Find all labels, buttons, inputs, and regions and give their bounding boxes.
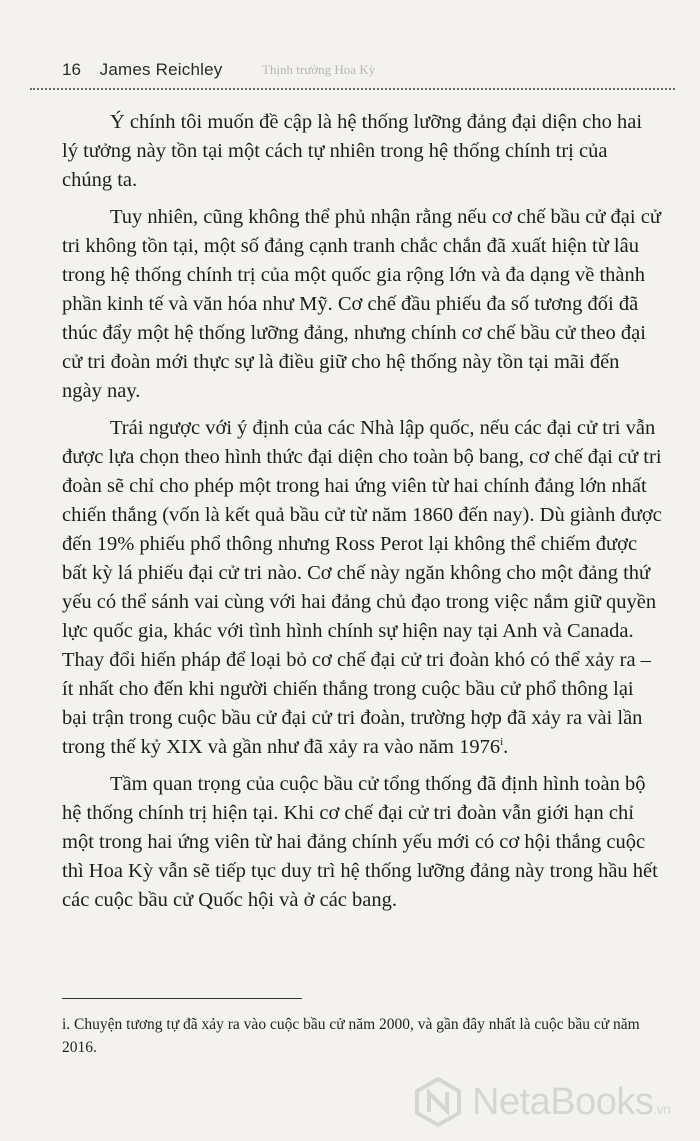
watermark xyxy=(412,1072,692,1132)
page-number: 16 xyxy=(62,60,81,79)
paragraph-text: Trái ngược với ý định của các Nhà lập quốc, nếu các đại cử tri vẫn được lựa chọn theo hình thức đại diện cho toàn bộ bang, cơ chế đại cử tri đoàn sẽ chỉ cho phép một trong hai ứng viên từ hai chính đảng lớn nhất chiến thắng (vốn là kết quả bầu cử từ năm 1860 đến nay). Dù giành được đến 19% phiếu phổ thông nhưng Ross Perot lại không thể chiếm được bất kỳ lá phiếu đại cử tri nào. Cơ chế này ngăn không cho một đảng thứ yếu có thể sánh vai cùng với hai đảng chủ đạo trong việc nắm giữ quyền lực quốc gia, khác với tình hình chính sự hiện nay tại Anh và Canada. Thay đổi hiến pháp để loại bỏ cơ chế đại cử tri đoàn khó có thể xảy ra – ít nhất cho đến khi người chiến thắng trong cuộc bầu cử phổ thông lại bại trận trong cuộc bầu cử đại cử tri đoàn, trường hợp đã xảy ra vài lần trong thế kỷ XIX và gần như đã xảy ra vào năm 1976 xyxy=(62,417,662,758)
footnote: i. Chuyện tương tự đã xảy ra vào cuộc bầu cử năm 2000, và gần đây nhất là cuộc bầu cử năm 2016. xyxy=(62,1016,640,1056)
footnote-divider xyxy=(62,998,302,999)
bleed-through-text: Thịnh trường Hoa Kỳ xyxy=(262,62,376,77)
body-text xyxy=(62,108,662,923)
footnote-marker: i xyxy=(500,736,504,749)
paragraph: Ý chính tôi muốn đề cập là hệ thống lưỡng đảng đại diện cho hai lý tưởng này tồn tại một cách tự nhiên trong hệ thống chính trị của chúng ta. xyxy=(62,111,643,191)
paragraph: Tuy nhiên, cũng không thể phủ nhận rằng nếu cơ chế bầu cử đại cử tri không tồn tại, một số đảng cạnh tranh chắc chắn đã xuất hiện từ lâu trong hệ thống chính trị của một quốc gia rộng lớn và đa dạng về thành phần kinh tế và văn hóa như Mỹ. Cơ chế đầu phiếu đa số tương đối đã thúc đẩy một hệ thống lưỡng đảng, nhưng chính cơ chế bầu cử theo đại cử tri đoàn mới thực sự là điều giữ cho hệ thống này tồn tại mãi đến ngày nay. xyxy=(62,206,661,402)
watermark-brand: NetaBooks.vn xyxy=(472,1080,671,1123)
header-divider xyxy=(30,88,675,90)
paragraph-end: . xyxy=(503,736,509,758)
paragraph: Tầm quan trọng của cuộc bầu cử tổng thống đã định hình toàn bộ hệ thống chính trị hiện tại. Khi cơ chế đại cử tri đoàn vẫn giới hạn chỉ một trong hai ứng viên từ hai đảng chính yếu mới có cơ hội thắng cuộc thì Hoa Kỳ vẫn sẽ tiếp tục duy trì hệ thống lưỡng đảng này trong hầu hết các cuộc bầu cử Quốc hội và ở các bang. xyxy=(62,773,658,911)
running-author: James Reichley xyxy=(99,60,223,79)
netabooks-logo-icon xyxy=(412,1076,464,1128)
running-header xyxy=(62,60,662,90)
paragraph xyxy=(62,414,662,762)
